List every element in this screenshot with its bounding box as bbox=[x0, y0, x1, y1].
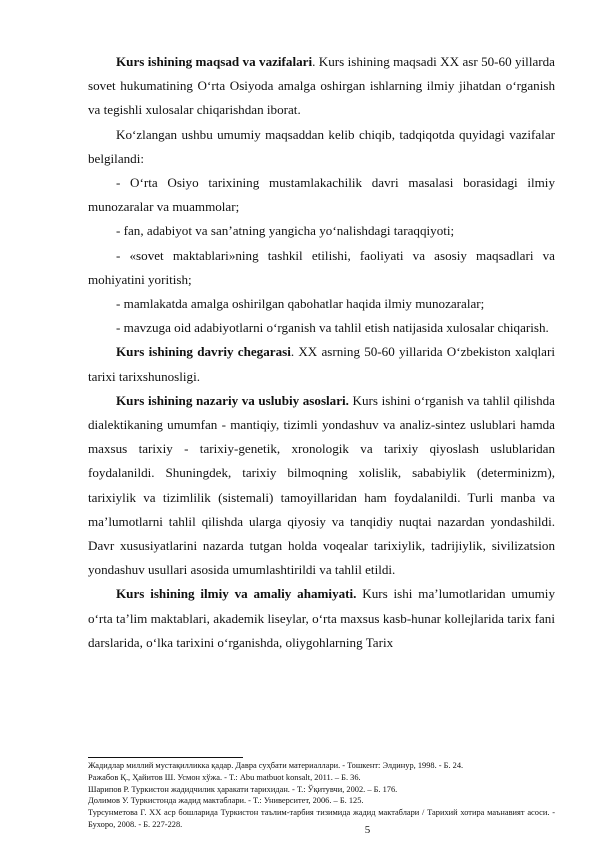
paragraph-task-2 bbox=[88, 219, 555, 243]
page-number: 5 bbox=[364, 824, 371, 836]
text-task-5: - mavzuga oid adabiyotlarni o‘rganish va tahlil etish natijasida xulosalar chiqarish. bbox=[116, 320, 549, 336]
text-aim: . Kurs ishining maqsadi XX asr 50-60 yillarda sovet hukumatining O‘rta Osiyoda amalga oshirgan ishlarning ilmiy jihatdan o‘rganish va tegishli xulosalar chiqarishdan iborat. bbox=[88, 54, 555, 118]
text-task-2: - fan, adabiyot va san’atning yangicha yo‘nalishdagi taraqqiyoti; bbox=[116, 223, 455, 239]
footnote-divider bbox=[88, 757, 243, 758]
text-task-4: - mamlakatda amalga oshirilgan qabohatlar haqida ilmiy munozaralar; bbox=[116, 296, 485, 312]
text-significance: Kurs ishi ma’lumotlaridan umumiy o‘rta ta’lim maktablari, akademik liseylar, o‘rta maxsus kasb-hunar kollejlarida tarix fani darslarida, o‘lka tarixini o‘rganishda, oliygohlarning Tarix bbox=[88, 586, 555, 650]
paragraph-aim bbox=[88, 50, 555, 123]
paragraph-tasks-intro bbox=[88, 123, 555, 171]
text-period: . XX asrning 50-60 yillarida O‘zbekiston xalqlari tarixi tarixshunosligi. bbox=[88, 344, 555, 384]
paragraph-task-4 bbox=[88, 292, 555, 316]
paragraph-task-1 bbox=[88, 171, 555, 219]
paragraph-methods bbox=[88, 389, 555, 583]
footnote-3: Шарипов Р. Туркистон жадидчилик ҳаракати тарихидан. - Т.: Ўқитувчи, 2002. – Б. 176. bbox=[88, 784, 398, 794]
footnotes bbox=[88, 757, 555, 831]
text-task-1: - O‘rta Osiyo tarixining mustamlakachilik davri masalasi borasidagi ilmiy munozaralar va muammolar; bbox=[88, 175, 555, 215]
footnote-2: Ражабов Қ., Ҳайитов Ш. Усмон хўжа. - Т.: Abu matbuot konsalt, 2011. – Б. 36. bbox=[88, 772, 361, 782]
text-methods: Kurs ishini o‘rganish va tahlil qilishda dialektikaning umumfan - mantiqiy, tizimli yondashuv va analiz-sintez uslublari hamda maxsus tarixiy - tarixiy-genetik, xronologik va tarixiy qiyoslash uslublaridan foydalanildi. Shuningdek, tarixiy bilmoqning xolislik, sababiylik (determinizm), tarixiylik va tizimlilik (sistemali) tamoyillaridan ham foydalanildi. Turli manba va ma’lumotlarni tahlil qilishda ularga qiyosiy va tanqidiy nuqtai nazardan yondashildi. Davr xususiyatlarini nazarda tutgan holda voqealar tarixiylik, tadrijiylik, sivilizatsion yondashuv usullari asosida umumlashtirildi va tahlil etildi. bbox=[88, 392, 555, 578]
heading-significance: Kurs ishining ilmiy va amaliy ahamiyati. bbox=[116, 586, 357, 602]
text-task-3: - «sovet maktablari»ning tashkil etilishi, faoliyati va asosiy maqsadlari va mohiyatini yoritish; bbox=[88, 247, 555, 287]
heading-methods: Kurs ishining nazariy va uslubiy asoslari. bbox=[116, 392, 349, 408]
paragraph-task-5 bbox=[88, 316, 555, 340]
footnote-5: Турсунметова Г. XX аср бошларида Туркистон таълим-тарбия тизимида жадид мактаблари / Тарихий хотира маънавият асоси. - Бухоро, 2008. - Б. 227-228. bbox=[88, 808, 555, 829]
text-tasks-intro: Ko‘zlangan ushbu umumiy maqsaddan kelib chiqib, tadqiqotda quyidagi vazifalar belgilandi: bbox=[88, 126, 555, 166]
document-body bbox=[88, 50, 555, 655]
paragraph-task-3 bbox=[88, 244, 555, 292]
paragraph-period bbox=[88, 340, 555, 388]
heading-aim: Kurs ishining maqsad va vazifalari bbox=[116, 54, 313, 69]
footnote-4: Долимов У. Туркистонда жадид мактаблари. - Т.: Университет, 2006. – Б. 125. bbox=[88, 796, 364, 806]
heading-period: Kurs ishining davriy chegarasi bbox=[116, 344, 291, 360]
paragraph-significance bbox=[88, 582, 555, 655]
footnote-1: Жадидлар миллий мустақилликка қадар. Давра суҳбати материаллари. - Тошкент: Элдинур, 1998. - Б. 24. bbox=[88, 761, 464, 770]
